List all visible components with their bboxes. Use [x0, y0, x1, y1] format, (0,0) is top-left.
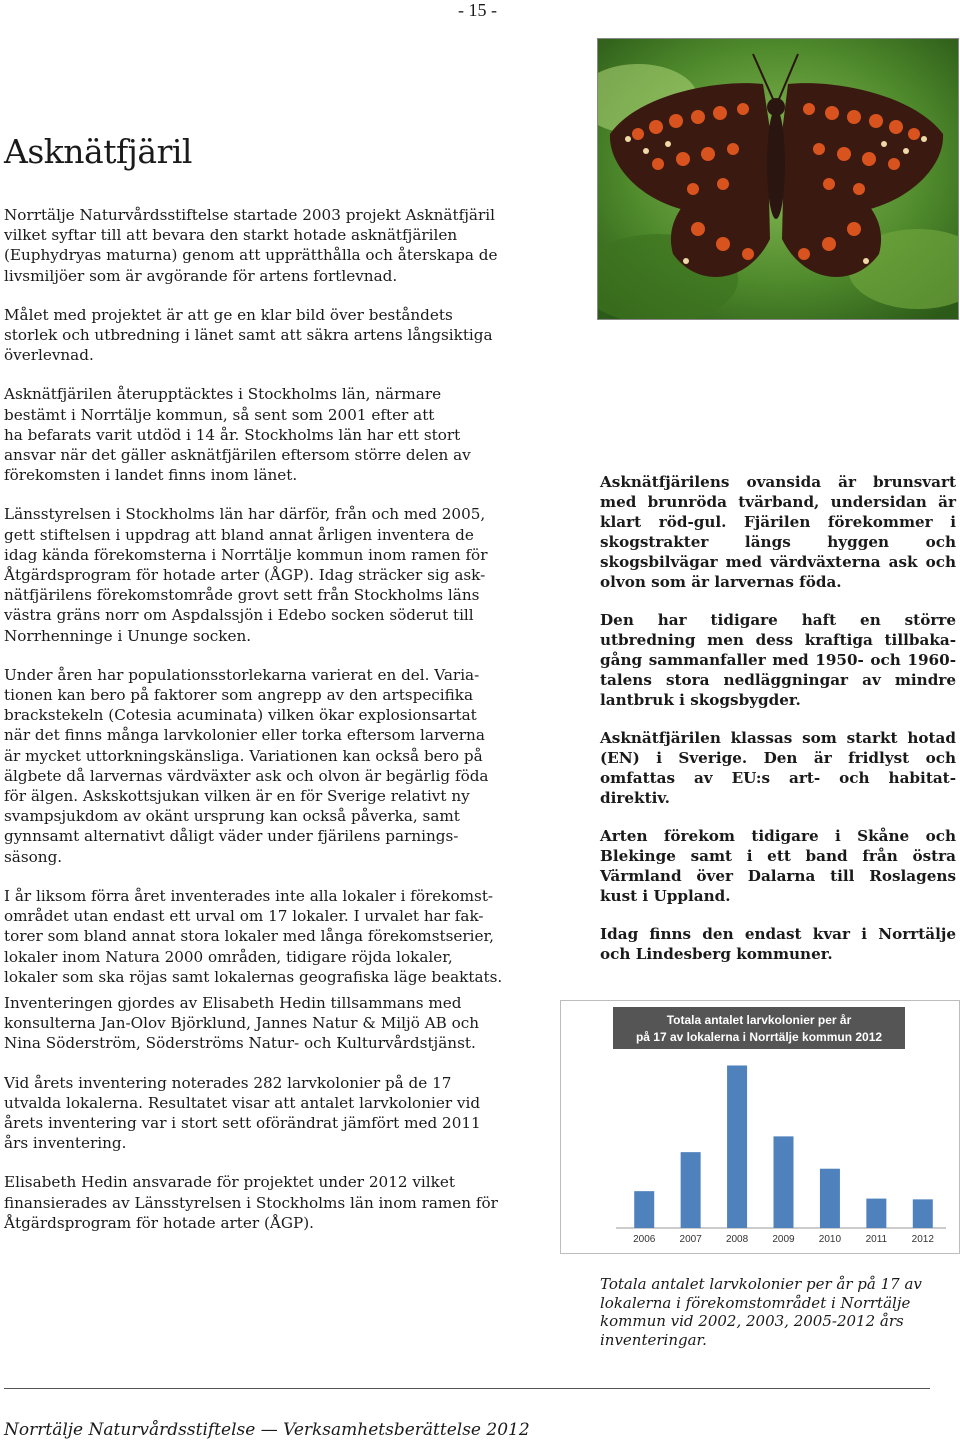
text-line: området utan endast ett urval om 17 lokaler. I urvalet har fak-: [4, 907, 484, 926]
text-line: vilket syftar till att bevara den starkt hotade asknätfjärilen: [4, 226, 458, 245]
text-line: Målet med projektet är att ge en klar bild över beståndets: [4, 305, 453, 324]
text-line: Åtgärdsprogram för hotade arter (ÅGP). Idag sträcker sig ask-: [4, 566, 486, 585]
text-line: när det finns många larvkolonier eller torka eftersom larverna: [4, 726, 485, 745]
text-line: årets inventering var i stort sett oförändrat jämfört med 2011: [4, 1114, 481, 1133]
paragraph-gap: [4, 867, 522, 886]
text-line: ha befarats varit utdöd i 14 år. Stockholms län har ett stort: [4, 425, 461, 444]
sidebar-paragraph: Asknätfjärilen klassas som starkt hotad (EN) i Sverige. Den är fridlyst och omfattas av EU:s art- och habitat-direktiv.: [600, 729, 956, 807]
text-line: lokaler som ska röjas samt lokalernas geografiska läge beaktats.: [4, 967, 503, 986]
bar-2007: [681, 1152, 701, 1228]
text-line: idag kända förekomsterna i Norrtälje kommun inom ramen för: [4, 545, 488, 564]
text-line: Åtgärdsprogram för hotade arter (ÅGP).: [4, 1213, 314, 1232]
bar-2011: [866, 1199, 886, 1228]
x-tick-label: 2008: [725, 1234, 749, 1245]
footer-text: Norrtälje Naturvårdsstiftelse — Verksamhetsberättelse 2012: [4, 1420, 530, 1440]
intro-paragraph: [4, 504, 522, 645]
paragraph-gap: [4, 646, 522, 665]
page-title: Asknätfjäril: [4, 132, 192, 171]
text-line: finansierades av Länsstyrelsen i Stockholms län inom ramen för: [4, 1193, 498, 1212]
chart-caption: Totala antalet larvkolonier per år på 17 av lokalerna i förekomstområdet i Norrtälje kommun vid 2002, 2003, 2005-2012 års inventeringar.: [600, 1275, 922, 1349]
lower-paragraph: [4, 993, 522, 1054]
text-line: Nina Söderström, Söderströms Natur- och Kulturvårdstjänst.: [4, 1034, 476, 1053]
text-line: utvalda lokalerna. Resultatet visar att antalet larvkolonier vid: [4, 1093, 481, 1112]
x-tick-label: 2012: [911, 1234, 934, 1245]
bar-2006: [634, 1191, 654, 1228]
lower-paragraph: [4, 1172, 522, 1233]
lower-text: [4, 993, 522, 1233]
sidebar-paragraph: Idag finns den endast kvar i Norrtälje och Lindesberg kommuner.: [600, 925, 956, 963]
intro-paragraph: [4, 886, 522, 987]
footer-rule: [4, 1388, 930, 1389]
text-line: tionen kan bero på faktorer som angrepp av den artspecifika: [4, 686, 474, 705]
text-line: förekomsten i landet finns inom länet.: [4, 466, 298, 485]
bar-2009: [774, 1136, 794, 1228]
x-tick-label: 2007: [679, 1234, 702, 1245]
lower-paragraph: [4, 1073, 522, 1154]
bar-2012: [913, 1199, 933, 1228]
text-line: torer som bland annat stora lokaler med långa förekomstserier,: [4, 927, 494, 946]
text-line: (Euphydryas maturna) genom att upprätthålla och återskapa de: [4, 246, 498, 265]
bar-2008: [727, 1065, 747, 1228]
text-line: är mycket uttorkningskänsliga. Variationen kan också bero på: [4, 746, 483, 765]
paragraph-gap: [4, 1153, 522, 1172]
x-tick-label: 2011: [865, 1234, 888, 1245]
text-line: säsong.: [4, 847, 63, 866]
intro-paragraph: [4, 665, 522, 867]
text-line: västra gräns norr om Aspdalssjön i Edebo socken söderut till: [4, 606, 474, 625]
x-tick-label: 2006: [633, 1234, 656, 1245]
text-line: Elisabeth Hedin ansvarade för projektet under 2012 vilket: [4, 1173, 455, 1192]
text-line: Vid årets inventering noterades 282 larvkolonier på de 17: [4, 1073, 452, 1092]
chart-title-line-1: Totala antalet larvkolonier per år: [666, 1013, 852, 1027]
text-line: Norrhenninge i Ununge socken.: [4, 626, 252, 645]
text-line: gynnsamt alternativt dåligt väder under fjärilens parnings-: [4, 827, 459, 846]
text-line: Asknätfjärilen återupptäcktes i Stockholms län, närmare: [4, 385, 442, 404]
paragraph-gap: [4, 365, 522, 384]
chart-svg: [561, 1001, 959, 1253]
intro-paragraph: [4, 384, 522, 485]
bar-chart: [560, 1000, 960, 1254]
x-tick-label: 2009: [772, 1234, 795, 1245]
sidebar-paragraph: Arten förekom tidigare i Skåne och Blekinge samt i ett band från östra Värmland över Dalarna till Roslagens kust i Uppland.: [600, 827, 956, 905]
bar-2010: [820, 1169, 840, 1228]
intro-text: [4, 205, 522, 987]
chart-title-line-2: på 17 av lokalerna i Norrtälje kommun 2012: [635, 1030, 883, 1044]
text-line: Under åren har populationsstorlekarna varierat en del. Varia-: [4, 665, 480, 684]
paragraph-gap: [4, 1054, 522, 1073]
sidebar-text: [600, 472, 956, 982]
text-line: gett stiftelsen i uppdrag att bland annat årligen inventera de: [4, 525, 474, 544]
sidebar-paragraph: Asknätfjärilens ovansida är brunsvart med brunröda tvärband, undersidan är klart röd-gul. Fjärilen förekommer i skogstrakter längs hyggen och skogsbilvägar med värdväxterna ask och olvon som är larvernas föda.: [600, 473, 956, 591]
butterfly-illustration: [598, 39, 958, 319]
text-line: konsulterna Jan-Olov Björklund, Jannes Natur & Miljö AB och: [4, 1014, 480, 1033]
butterfly-photo: [597, 38, 959, 320]
text-line: Inventeringen gjordes av Elisabeth Hedin tillsammans med: [4, 994, 462, 1012]
text-line: års inventering.: [4, 1134, 127, 1153]
text-line: brackstekeln (Cotesia acuminata) vilken ökar explosionsartat: [4, 706, 477, 725]
x-tick-label: 2010: [818, 1234, 842, 1245]
intro-paragraph: [4, 305, 522, 366]
text-line: storlek och utbredning i länet samt att säkra artens långsiktiga: [4, 326, 493, 345]
text-line: överlevnad.: [4, 346, 94, 365]
text-line: älgbete då larvernas värdväxter ask och olvon är begärlig föda: [4, 766, 489, 785]
text-line: för älgen. Askskottsjukan vilken är en för Sverige relativt ny: [4, 787, 470, 806]
text-line: lokaler inom Natura 2000 områden, tidigare röjda lokaler,: [4, 947, 453, 966]
text-line: Länsstyrelsen i Stockholms län har därför, från och med 2005,: [4, 505, 486, 524]
paragraph-gap: [4, 286, 522, 305]
text-line: livsmiljöer som är avgörande för artens fortlevnad.: [4, 266, 398, 285]
sidebar-paragraph: Den har tidigare haft en större utbredning men dess kraftiga tillbaka-gång sammanfaller med 1950- och 1960-talens stora nedläggningar av mindre lantbruk i skogsbygder.: [600, 611, 956, 709]
text-line: svampsjukdom av okänt ursprung kan också påverka, samt: [4, 807, 460, 826]
text-line: I år liksom förra året inventerades inte alla lokaler i förekomst-: [4, 886, 494, 905]
text-line: Norrtälje Naturvårdsstiftelse startade 2003 projekt Asknätfjäril: [4, 206, 495, 224]
text-line: ansvar när det gäller asknätfjärilen eftersom större delen av: [4, 446, 471, 465]
text-line: bestämt i Norrtälje kommun, så sent som 2001 efter att: [4, 405, 435, 424]
intro-paragraph: [4, 205, 522, 286]
text-line: nätfjärilens förekomstområde grovt sett från Stockholms läns: [4, 586, 480, 605]
paragraph-gap: [4, 485, 522, 504]
page-number: - 15 -: [458, 0, 497, 20]
